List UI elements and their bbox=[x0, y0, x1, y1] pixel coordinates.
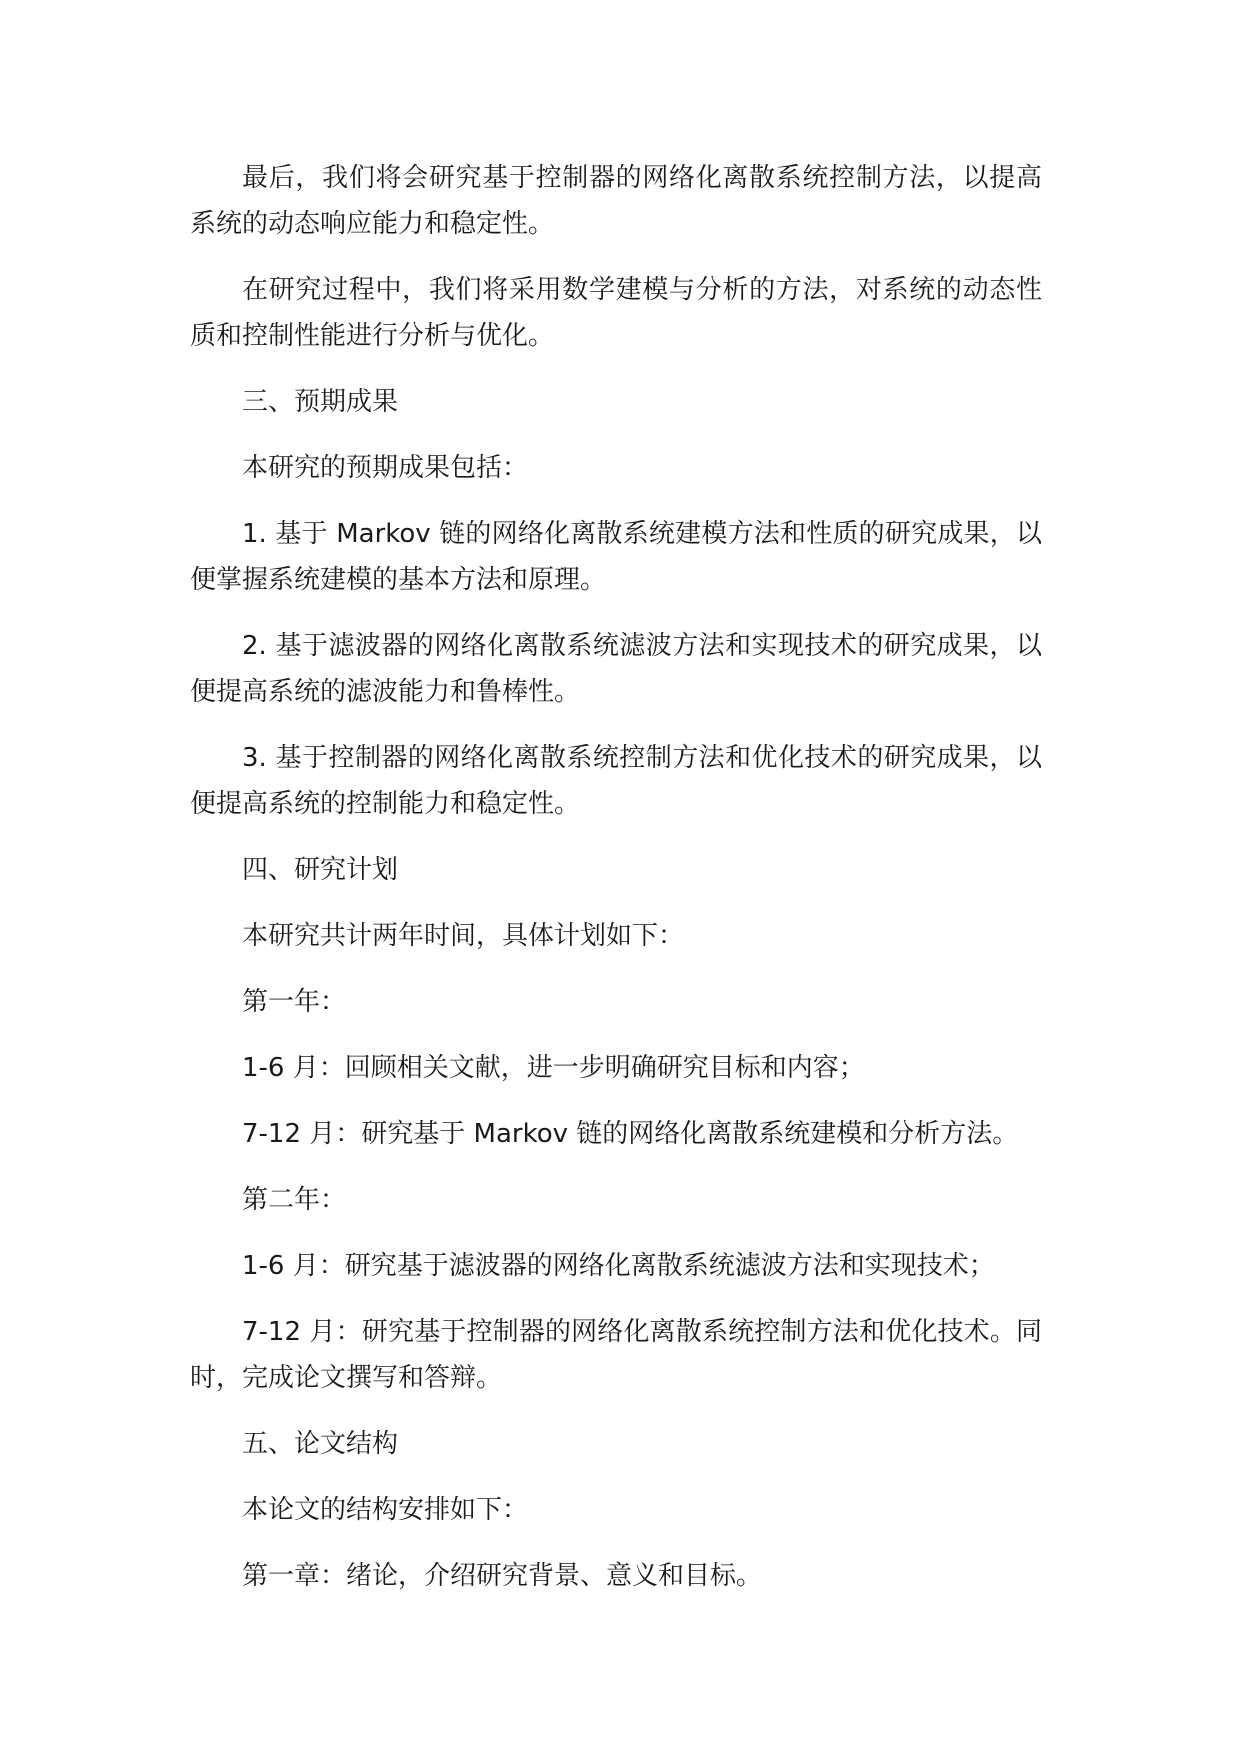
structure-chapter-1: 第一章：绪论，介绍研究背景、意义和目标。 bbox=[242, 1561, 763, 1591]
plan-year-1-months-7-12: 7-12 月：研究基于 Markov 链的网络化离散系统建模和分析方法。 bbox=[242, 1119, 1019, 1149]
plan-year-1-label: 第一年： bbox=[242, 987, 347, 1017]
paragraph-final-research: 最后，我们将会研究基于控制器的网络化离散系统控制方法，以提高系统的动态响应能力和稳定性。 bbox=[190, 163, 1042, 239]
section-heading-expected-results: 三、预期成果 bbox=[242, 387, 399, 417]
paragraph-results-intro: 本研究的预期成果包括： bbox=[242, 453, 529, 483]
document-body bbox=[190, 155, 1042, 1619]
paragraph-structure-intro: 本论文的结构安排如下： bbox=[242, 1495, 529, 1525]
paragraph-plan-intro: 本研究共计两年时间，具体计划如下： bbox=[242, 921, 685, 951]
list-item-result-2: 2. 基于滤波器的网络化离散系统滤波方法和实现技术的研究成果，以便提高系统的滤波能力和鲁棒性。 bbox=[190, 631, 1042, 707]
plan-year-1-months-1-6: 1-6 月：回顾相关文献，进一步明确研究目标和内容； bbox=[242, 1053, 865, 1083]
paragraph-research-method: 在研究过程中，我们将采用数学建模与分析的方法，对系统的动态性质和控制性能进行分析与优化。 bbox=[190, 275, 1042, 351]
list-item-result-1: 1. 基于 Markov 链的网络化离散系统建模方法和性质的研究成果，以便掌握系统建模的基本方法和原理。 bbox=[190, 519, 1042, 595]
plan-year-2-months-1-6: 1-6 月：研究基于滤波器的网络化离散系统滤波方法和实现技术； bbox=[242, 1251, 995, 1281]
section-heading-research-plan: 四、研究计划 bbox=[242, 855, 399, 885]
plan-year-2-months-7-12: 7-12 月：研究基于控制器的网络化离散系统控制方法和优化技术。同时，完成论文撰写和答辩。 bbox=[190, 1317, 1042, 1393]
plan-year-2-label: 第二年： bbox=[242, 1185, 347, 1215]
section-heading-thesis-structure: 五、论文结构 bbox=[242, 1429, 399, 1459]
list-item-result-3: 3. 基于控制器的网络化离散系统控制方法和优化技术的研究成果，以便提高系统的控制能力和稳定性。 bbox=[190, 743, 1042, 819]
